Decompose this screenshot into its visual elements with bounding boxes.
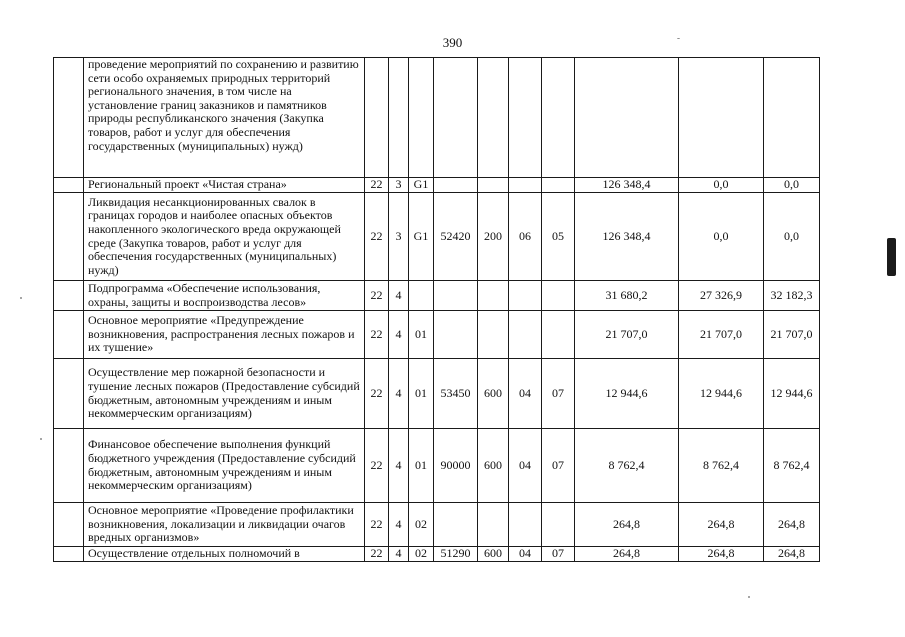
code-main-activity: 02 [409,547,434,562]
code-program: 22 [365,178,389,193]
row-lead-cell [54,58,84,178]
row-lead-cell [54,193,84,281]
row-lead-cell [54,311,84,359]
row-lead-cell [54,503,84,547]
code-program: 22 [365,311,389,359]
amount-year-3 [764,58,820,178]
table-row [54,503,820,547]
code-section [509,311,542,359]
row-description: Финансовое обеспечение выполнения функций бюджетного учреждения (Предоставление субсидий бюджетным, автономным учреждениям и иным некоммерческим организациям) [84,429,365,503]
row-description: Осуществление отдельных полномочий в [84,547,365,562]
code-section: 04 [509,547,542,562]
code-section [509,281,542,311]
amount-year-2: 264,8 [679,547,764,562]
binder-clip-mark [887,238,896,276]
row-description: Основное мероприятие «Проведение профилактики возникновения, локализации и ликвидации очагов вредных организмов» [84,503,365,547]
code-expense-type [478,58,509,178]
table-row [54,547,820,562]
amount-year-3: 0,0 [764,193,820,281]
row-description: Региональный проект «Чистая страна» [84,178,365,193]
code-section: 04 [509,429,542,503]
amount-year-3: 264,8 [764,547,820,562]
code-main-activity: 01 [409,429,434,503]
code-program [365,58,389,178]
code-main-activity [409,58,434,178]
code-main-activity: G1 [409,178,434,193]
code-section: 06 [509,193,542,281]
scan-speck [677,38,680,39]
code-subsection [542,311,575,359]
page-number: 390 [442,35,463,50]
code-program: 22 [365,193,389,281]
amount-year-1 [575,58,679,178]
code-subprogram: 4 [389,429,409,503]
scan-speck [40,438,42,440]
code-subprogram: 3 [389,178,409,193]
code-expense-type: 200 [478,193,509,281]
code-expense-type [478,503,509,547]
amount-year-1: 31 680,2 [575,281,679,311]
row-lead-cell [54,429,84,503]
amount-year-1: 12 944,6 [575,359,679,429]
code-expense-type: 600 [478,547,509,562]
amount-year-2: 8 762,4 [679,429,764,503]
table-row [54,178,820,193]
code-direction: 53450 [434,359,478,429]
code-subsection: 07 [542,429,575,503]
code-direction [434,178,478,193]
code-subsection: 07 [542,359,575,429]
code-main-activity: 02 [409,503,434,547]
row-lead-cell [54,359,84,429]
table-row [54,311,820,359]
code-expense-type: 600 [478,429,509,503]
amount-year-1: 126 348,4 [575,193,679,281]
row-description: Основное мероприятие «Предупреждение возникновения, распространения лесных пожаров и их тушение» [84,311,365,359]
amount-year-2: 0,0 [679,178,764,193]
code-direction [434,311,478,359]
code-subprogram: 3 [389,193,409,281]
code-section [509,58,542,178]
budget-table [53,57,820,562]
amount-year-3: 0,0 [764,178,820,193]
amount-year-2: 0,0 [679,193,764,281]
amount-year-1: 21 707,0 [575,311,679,359]
row-description: Осуществление мер пожарной безопасности и тушение лесных пожаров (Предоставление субсидий бюджетным, автономным учреждениям и иным некоммерческим организациям) [84,359,365,429]
row-description: Подпрограмма «Обеспечение использования, охраны, защиты и воспроизводства лесов» [84,281,365,311]
code-subprogram [389,58,409,178]
code-direction [434,503,478,547]
table-row [54,429,820,503]
amount-year-2 [679,58,764,178]
code-main-activity: G1 [409,193,434,281]
amount-year-2: 27 326,9 [679,281,764,311]
code-expense-type [478,178,509,193]
amount-year-1: 8 762,4 [575,429,679,503]
table-row [54,193,820,281]
scan-speck [20,297,22,299]
amount-year-1: 264,8 [575,547,679,562]
code-subsection [542,58,575,178]
amount-year-3: 21 707,0 [764,311,820,359]
code-program: 22 [365,429,389,503]
code-direction: 52420 [434,193,478,281]
code-section: 04 [509,359,542,429]
amount-year-3: 12 944,6 [764,359,820,429]
code-subprogram: 4 [389,311,409,359]
code-expense-type: 600 [478,359,509,429]
code-section [509,503,542,547]
row-lead-cell [54,178,84,193]
code-subprogram: 4 [389,547,409,562]
row-lead-cell [54,281,84,311]
code-subprogram: 4 [389,281,409,311]
table-row [54,281,820,311]
code-subsection [542,281,575,311]
code-subsection: 05 [542,193,575,281]
table-row [54,359,820,429]
row-lead-cell [54,547,84,562]
code-subprogram: 4 [389,503,409,547]
code-program: 22 [365,359,389,429]
amount-year-1: 126 348,4 [575,178,679,193]
code-main-activity [409,281,434,311]
code-section [509,178,542,193]
table-row [54,58,820,178]
code-subsection: 07 [542,547,575,562]
code-subsection [542,503,575,547]
code-direction: 90000 [434,429,478,503]
amount-year-1: 264,8 [575,503,679,547]
code-main-activity: 01 [409,311,434,359]
scan-speck [748,596,750,598]
row-description: проведение мероприятий по сохранению и развитию сети особо охраняемых природных территорий регионального значения, в том числе на установление границ заказников и памятников природы республиканского значения (Закупка товаров, работ и услуг для обеспечения государственных (муниципальных) нужд) [84,58,365,178]
amount-year-2: 264,8 [679,503,764,547]
code-program: 22 [365,547,389,562]
code-subsection [542,178,575,193]
amount-year-3: 32 182,3 [764,281,820,311]
code-expense-type [478,281,509,311]
amount-year-3: 264,8 [764,503,820,547]
code-main-activity: 01 [409,359,434,429]
amount-year-2: 21 707,0 [679,311,764,359]
code-direction [434,58,478,178]
code-expense-type [478,311,509,359]
code-program: 22 [365,503,389,547]
row-description: Ликвидация несанкционированных свалок в границах городов и наиболее опасных объектов накопленного экологического вреда окружающей среде (Закупка товаров, работ и услуг для обеспечения государственных (муниципальных) нужд) [84,193,365,281]
amount-year-2: 12 944,6 [679,359,764,429]
amount-year-3: 8 762,4 [764,429,820,503]
code-direction [434,281,478,311]
code-subprogram: 4 [389,359,409,429]
code-direction: 51290 [434,547,478,562]
code-program: 22 [365,281,389,311]
